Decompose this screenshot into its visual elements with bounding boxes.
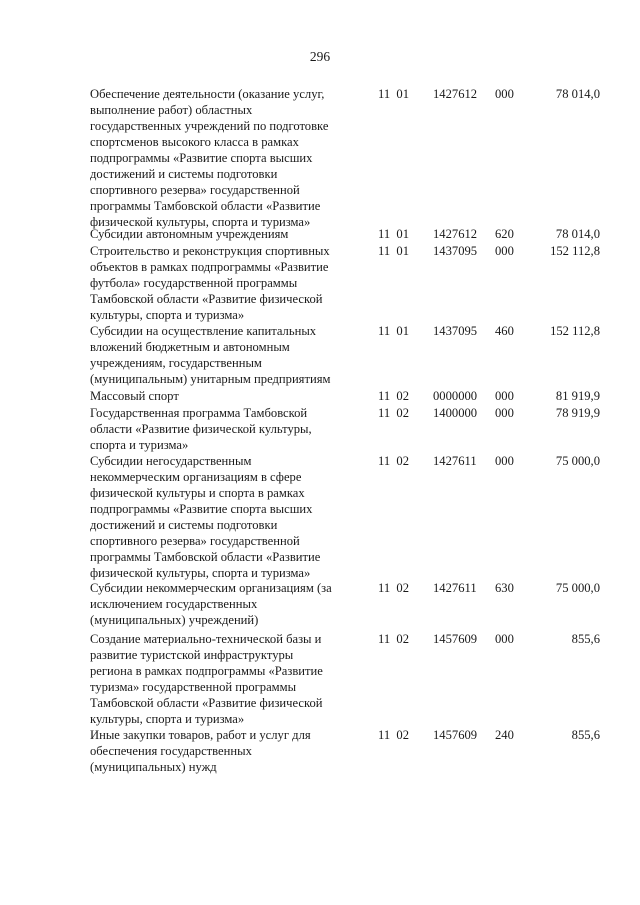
row-target-article: 1427612 bbox=[433, 87, 478, 101]
row-section: 11 02 bbox=[378, 581, 410, 595]
row-amount: 152 112,8 bbox=[550, 244, 600, 258]
row-section: 11 02 bbox=[378, 406, 410, 420]
row-target-article: 1457609 bbox=[433, 632, 478, 646]
row-section: 11 01 bbox=[378, 227, 410, 241]
row-target-article: 1427611 bbox=[433, 581, 477, 595]
row-expense-type: 000 bbox=[495, 632, 514, 646]
row-target-article: 1437095 bbox=[433, 244, 478, 258]
row-target-article: 1427612 bbox=[433, 227, 478, 241]
row-expense-type: 000 bbox=[495, 244, 514, 258]
row-target-article: 1457609 bbox=[433, 728, 478, 742]
row-description: Субсидии автономным учреждениям bbox=[90, 227, 289, 241]
row-expense-type: 630 bbox=[495, 581, 514, 595]
row-expense-type: 000 bbox=[495, 454, 514, 468]
row-section: 11 02 bbox=[378, 389, 410, 403]
row-amount: 855,6 bbox=[571, 632, 600, 646]
row-description: Иные закупки товаров, работ и услуг для обеспечения государственных (муниципальных) нужд bbox=[90, 728, 311, 774]
row-description: Государственная программа Тамбовской области «Развитие физической культуры, спорта и туризма» bbox=[90, 406, 312, 452]
row-amount: 855,6 bbox=[571, 728, 600, 742]
row-description: Создание материально-технической базы и развитие туристской инфраструктуры региона в рамках подпрограммы «Развитие туризма» государственной программы Тамбовской области «Развитие физической культуры, спорта и туризма» bbox=[90, 632, 323, 726]
row-expense-type: 620 bbox=[495, 227, 514, 241]
row-section: 11 01 bbox=[378, 324, 410, 338]
row-target-article: 1427611 bbox=[433, 454, 477, 468]
table-row bbox=[0, 388, 640, 405]
row-target-article: 1400000 bbox=[433, 406, 478, 420]
row-section: 11 02 bbox=[378, 632, 410, 646]
page-number: 296 bbox=[309, 49, 331, 64]
row-section: 11 02 bbox=[378, 454, 410, 468]
row-section: 11 01 bbox=[378, 244, 410, 258]
row-section: 11 02 bbox=[378, 728, 410, 742]
table-row bbox=[0, 405, 640, 453]
row-description: Обеспечение деятельности (оказание услуг, выполнение работ) областных государственных учреждений по подготовке спортсменов высокого класса в рамках подпрограммы «Развитие спорта высших достижений и системы подготовки спортивного резерва» государственной программы Тамбовской области «Развитие физической культуры, спорта и туризма» bbox=[90, 87, 329, 229]
row-description: Субсидии на осуществление капитальных вложений бюджетным и автономным учреждениям, государственным (муниципальным) унитарным предприятиям bbox=[90, 324, 331, 386]
row-expense-type: 000 bbox=[495, 389, 514, 403]
row-amount: 81 919,9 bbox=[555, 389, 600, 403]
table-row bbox=[0, 631, 640, 727]
table-row bbox=[0, 580, 640, 631]
row-description: Субсидии некоммерческим организациям (за исключением государственных (муниципальных) учреждений) bbox=[90, 581, 332, 627]
row-section: 11 01 bbox=[378, 87, 410, 101]
row-expense-type: 000 bbox=[495, 406, 514, 420]
row-target-article: 1437095 bbox=[433, 324, 478, 338]
row-description: Строительство и реконструкция спортивных объектов в рамках подпрограммы «Развитие футбола» государственной программы Тамбовской области «Развитие физической культуры, спорта и туризма» bbox=[90, 244, 330, 322]
table-row bbox=[0, 323, 640, 388]
row-description: Массовый спорт bbox=[90, 389, 179, 403]
budget-table bbox=[0, 86, 640, 775]
row-amount: 75 000,0 bbox=[555, 581, 600, 595]
row-amount: 152 112,8 bbox=[550, 324, 600, 338]
table-row bbox=[0, 243, 640, 323]
row-target-article: 0000000 bbox=[433, 389, 478, 403]
row-amount: 78 014,0 bbox=[555, 227, 600, 241]
row-amount: 78 014,0 bbox=[555, 87, 600, 101]
table-row bbox=[0, 727, 640, 775]
table-row bbox=[0, 86, 640, 229]
table-row bbox=[0, 226, 640, 243]
row-amount: 78 919,9 bbox=[555, 406, 600, 420]
row-amount: 75 000,0 bbox=[555, 454, 600, 468]
row-description: Субсидии негосударственным некоммерческим организациям в сфере физической культуры и спорта в рамках подпрограммы «Развитие спорта высших достижений и системы подготовки спортивного резерва» государственной программы Тамбовской области «Развитие физической культуры, спорта и туризма» bbox=[90, 454, 321, 580]
row-expense-type: 240 bbox=[495, 728, 514, 742]
row-expense-type: 460 bbox=[495, 324, 514, 338]
row-expense-type: 000 bbox=[495, 87, 514, 101]
table-row bbox=[0, 453, 640, 580]
